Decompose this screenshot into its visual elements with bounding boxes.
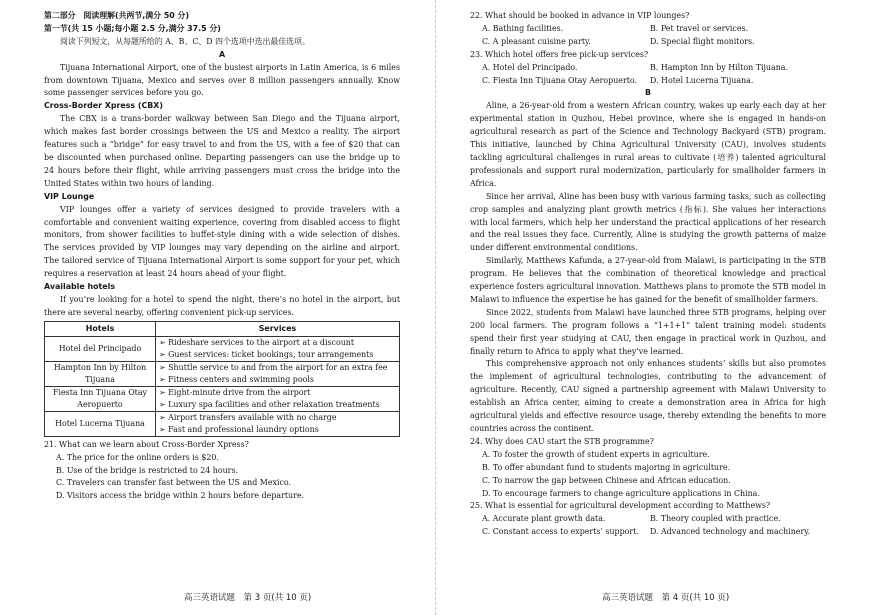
hotels-table xyxy=(44,321,400,437)
option-b[interactable]: B. To offer abundant fund to students majoring in agriculture. xyxy=(482,462,731,472)
hotel-services xyxy=(156,386,400,411)
service-item: ➢ Fast and professional laundry options xyxy=(159,424,396,436)
option-d[interactable]: D. Special flight monitors. xyxy=(650,36,755,46)
hotel-name: Hotel del Principado xyxy=(45,336,156,361)
hotel-services xyxy=(156,361,400,386)
question-stem: 22. What should be booked in advance in VIP lounges? xyxy=(470,11,690,20)
service-item: ➢ Luxury spa facilities and other relaxation treatments xyxy=(159,399,396,411)
passage-b-label: B xyxy=(644,88,651,98)
option-d[interactable]: D. Hotel Lucerna Tijuana. xyxy=(650,75,754,85)
passage-b-paragraph: This comprehensive approach not only enhances students’ skills but also promotes the implement of agricultural technologies, contributing to the advancement of agriculture. Recently, CAU signed a partnership agreement with Malawi University to establish an Africa center, aiming to create a demonstration area in Africa for high agricultural yields and effective resource usage, thereby extending the benefits to more countries across the continent. xyxy=(470,359,826,433)
service-item: ➢ Guest services: ticket bookings, tour arrangements xyxy=(159,349,396,361)
option-c[interactable]: C. Constant access to experts’ support. xyxy=(482,527,639,537)
option-d[interactable]: D. Visitors access the bridge within 2 hours before departure. xyxy=(56,491,305,501)
question-23 xyxy=(470,49,826,88)
question-stem: 23. Which hotel offers free pick-up services? xyxy=(470,49,649,59)
option-c[interactable]: C. To narrow the gap between Chinese and African education. xyxy=(482,475,731,485)
part-heading: 第二部分 阅读理解(共两节,满分 50 分) xyxy=(44,11,190,20)
passage-b-paragraph: Aline, a 26-year-old from a western African country, wakes up early each day at her experimental station in Quzhou, Hebei province, where she is engaged in hands-on agricultural research as part of the Science and Technology Backyard (STB) program. This initiative, launched by China Agricultural University (CAU), involves students tackling agricultural challenges in rural areas to cultivate (培养) talented agricultural professionals and support rural modernization, particularly for smallholder farmers in Africa. xyxy=(470,101,826,188)
hotel-services xyxy=(156,411,400,436)
question-stem: 25. What is essential for agricultural development according to Matthews? xyxy=(470,501,771,511)
option-b[interactable]: B. Theory coupled with practice. xyxy=(650,514,781,524)
option-b[interactable]: B. Hampton Inn by Hilton Tijuana. xyxy=(650,62,789,72)
option-b[interactable]: B. Use of the bridge is restricted to 24 hours. xyxy=(56,465,239,475)
passage-b-paragraph: Similarly, Matthews Kafunda, a 27-year-old from Malawi, is participating in the STB program. He believes that the combination of theoretical knowledge and practical experience fosters agricultural innovation. Matthews plans to promote the STB model in Malawi to influence the expertise he has gained for the benefit of smallholder farmers. xyxy=(470,256,826,304)
hotel-name: Hampton Inn by Hilton Tijuana xyxy=(45,361,156,386)
page-fold-line xyxy=(435,0,436,615)
hotels-text: If you’re looking for a hotel to spend the night, there’s no hotel in the airport, but there are several nearby, offering convenient pick-up services. xyxy=(44,294,400,317)
passage-b-paragraph: Since 2022, students from Malawi have launched three STB programs, helping over 200 local farmers. The program follows a “1+1+1” talent training model: students spend their first year studying at CAU, then engage in practical work in Quzhou, and finally return to Africa to apply what they’ve learned. xyxy=(470,307,826,356)
table-header-services: Services xyxy=(156,321,400,336)
service-item: ➢ Rideshare services to the airport at a discount xyxy=(159,337,396,349)
table-row xyxy=(45,386,400,411)
hotels-title: Available hotels xyxy=(44,282,116,292)
question-25 xyxy=(470,500,826,539)
option-a[interactable]: A. To foster the growth of student experts in agriculture. xyxy=(482,449,710,459)
option-a[interactable]: A. Hotel del Principado. xyxy=(482,62,578,72)
passage-a-label: A xyxy=(218,49,226,59)
option-a[interactable]: A. Accurate plant growth data. xyxy=(482,514,606,524)
service-item: ➢ Shuttle service to and from the airport for an extra fee xyxy=(159,362,396,374)
option-a[interactable]: A. Bathing facilities. xyxy=(482,23,564,33)
question-21 xyxy=(44,439,400,504)
service-item: ➢ Airport transfers available with no charge xyxy=(159,412,396,424)
option-c[interactable]: C. Travelers can transfer fast between the US and Mexico. xyxy=(56,478,292,488)
hotel-name: Fiesta Inn Tijuana Otay Aeropuerto xyxy=(45,386,156,411)
vip-text: VIP lounges offer a variety of services designed to provide travelers with a comfortable and convenient waiting experience, covering from disabled access to flight monitors, from shower facilities to buffet-style dining with a wide selection of dishes. The services provided by VIP lounges may vary depending on the airline and airport. The tailored service of Tijuana International Airport is some support for your pet, which requires a reservation at least 24 hours ahead of your flight. xyxy=(44,204,400,279)
page-footer-left: 高三英语试题 第 3 页(共 10 页) xyxy=(184,593,312,603)
vip-title: VIP Lounge xyxy=(44,191,95,201)
service-item: ➢ Eight-minute drive from the airport xyxy=(159,387,396,399)
service-item: ➢ Fitness centers and swimming pools xyxy=(159,374,396,386)
table-row xyxy=(45,411,400,436)
left-page xyxy=(44,10,400,503)
option-b[interactable]: B. Pet travel or services. xyxy=(650,23,749,33)
page-footer-right: 高三英语试题 第 4 页(共 10 页) xyxy=(602,593,730,603)
hotel-services xyxy=(156,336,400,361)
table-header-row xyxy=(45,321,400,336)
instruction: 阅读下列短文，从每题所给的 A、B、C、D 四个选项中选出最佳选项。 xyxy=(60,36,310,46)
section-heading: 第一节(共 15 小题;每小题 2.5 分,满分 37.5 分) xyxy=(44,23,221,33)
option-d[interactable]: D. To encourage farmers to change agriculture applications in China. xyxy=(482,488,760,498)
hotel-name: Hotel Lucerna Tijuana xyxy=(45,411,156,436)
cbx-title: Cross-Border Xpress (CBX) xyxy=(44,101,163,111)
cbx-text: The CBX is a trans-border walkway between San Diego and the Tijuana airport, which makes fast border crossings between the US and Mexico a reality. The airport features such a “bridge” for easy travel to and from the US, with a fee of $20 that can be discounted when purchased online. Departing passengers can use the bridge up to 24 hours before their flight, while arriving passengers must cross the bridge into the United States within two hours of landing. xyxy=(44,114,400,188)
passage-b-paragraph: Since her arrival, Aline has been busy with various farming tasks, such as collecting crop samples and analyzing plant growth metrics (指标). She values her interactions with local farmers, which help her understand the practical applications of her research and the real issues they face. Currently, Aline is studying the growth patterns of maize under different environmental conditions. xyxy=(470,191,826,253)
question-stem: 21. What can we learn about Cross-Border Xpress? xyxy=(44,439,249,449)
option-c[interactable]: C. Fiesta Inn Tijuana Otay Aeropuerto. xyxy=(482,75,638,85)
question-stem: 24. Why does CAU start the STB programme? xyxy=(470,436,654,446)
table-header-hotels: Hotels xyxy=(45,321,156,336)
right-page xyxy=(470,10,826,539)
option-c[interactable]: C. A pleasant cuisine party. xyxy=(482,36,591,46)
table-row xyxy=(45,336,400,361)
passage-a-intro: Tijuana International Airport, one of the busiest airports in Latin America, is 6 miles from downtown Tijuana, Mexico and serves over 8 million passengers annually. Know some passenger services before you go. xyxy=(44,62,400,98)
question-22 xyxy=(470,10,826,49)
option-d[interactable]: D. Advanced technology and machinery. xyxy=(650,527,811,537)
option-a[interactable]: A. The price for the online orders is $20. xyxy=(56,452,219,462)
question-24 xyxy=(470,436,826,501)
table-row xyxy=(45,361,400,386)
